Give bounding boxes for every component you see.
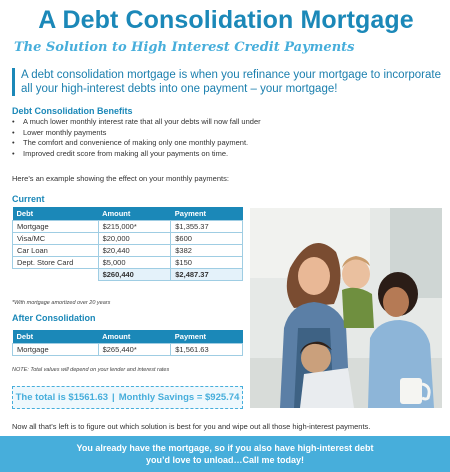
family-illustration	[250, 208, 442, 408]
footer-line-2: you’d love to unload…Call me today!	[145, 455, 304, 465]
family-photo	[250, 208, 442, 408]
table-row	[13, 256, 243, 268]
column-header-payment: Payment	[171, 330, 243, 343]
cell-payment: $1,355.37	[171, 220, 243, 232]
cell-debt: Dept. Store Card	[13, 256, 99, 268]
column-header-debt: Debt	[13, 330, 99, 343]
cell-amount: $265,440*	[98, 343, 171, 355]
table-header-row	[13, 207, 243, 220]
after-table	[12, 330, 243, 356]
page-title: A Debt Consolidation Mortgage	[38, 6, 414, 34]
column-header-debt: Debt	[13, 207, 99, 220]
after-heading: After Consolidation	[12, 313, 96, 323]
benefit-item: • A much lower monthly interest rate that all your debts will now fall under	[12, 117, 442, 128]
column-header-payment: Payment	[171, 207, 243, 220]
closing-text: Now all that’s left is to figure out which solution is best for you and wipe out all those high-interest payments.	[12, 422, 371, 431]
column-header-amount: Amount	[98, 330, 171, 343]
cell-payment: $150	[171, 256, 243, 268]
savings-total: The total is $1561.63	[15, 392, 109, 403]
cell-payment: $1,561.63	[171, 343, 243, 355]
page-subtitle: The Solution to High Interest Credit Payments	[14, 40, 355, 55]
table-header-row	[13, 330, 243, 343]
example-intro: Here’s an example showing the effect on your monthly payments:	[12, 174, 229, 183]
cell-debt	[13, 268, 99, 280]
benefit-item: • The comfort and convenience of making only one monthly payment.	[12, 138, 442, 149]
savings-monthly: Monthly Savings = $925.74	[118, 392, 240, 403]
table-row	[13, 343, 243, 355]
total-payment: $2,487.37	[171, 268, 243, 280]
cell-amount: $20,440	[98, 244, 171, 256]
current-heading: Current	[12, 194, 45, 204]
cell-amount: $215,000*	[98, 220, 171, 232]
cell-debt: Car Loan	[13, 244, 99, 256]
cell-payment: $382	[171, 244, 243, 256]
savings-separator: |	[112, 392, 115, 403]
table-row	[13, 220, 243, 232]
column-header-amount: Amount	[98, 207, 171, 220]
table-row	[13, 244, 243, 256]
benefits-heading: Debt Consolidation Benefits	[12, 106, 133, 116]
benefit-item: • Lower monthly payments	[12, 128, 442, 139]
footer-line-1: You already have the mortgage, so if you also have high-interest debt	[76, 443, 374, 453]
cell-payment: $600	[171, 232, 243, 244]
lender-note: NOTE: Total values will depend on your lender and interest rates	[12, 367, 170, 373]
current-table	[12, 207, 243, 281]
benefits-list	[12, 117, 442, 159]
savings-callout	[12, 386, 243, 409]
cell-amount: $20,000	[98, 232, 171, 244]
benefit-item: • Improved credit score from making all your payments on time.	[12, 149, 442, 160]
cell-debt: Mortgage	[13, 220, 99, 232]
total-amount: $260,440	[98, 268, 171, 280]
footer-banner	[0, 436, 450, 472]
cell-debt: Mortgage	[13, 343, 99, 355]
amortization-note: *With mortgage amortized over 20 years	[12, 300, 111, 306]
cell-debt: Visa/MC	[13, 232, 99, 244]
intro-paragraph: A debt consolidation mortgage is when you refinance your mortgage to incorporate all your high-interest debts into one payment – your mortgage!	[12, 68, 442, 96]
cell-amount: $5,000	[98, 256, 171, 268]
table-row	[13, 232, 243, 244]
total-row	[13, 268, 243, 280]
